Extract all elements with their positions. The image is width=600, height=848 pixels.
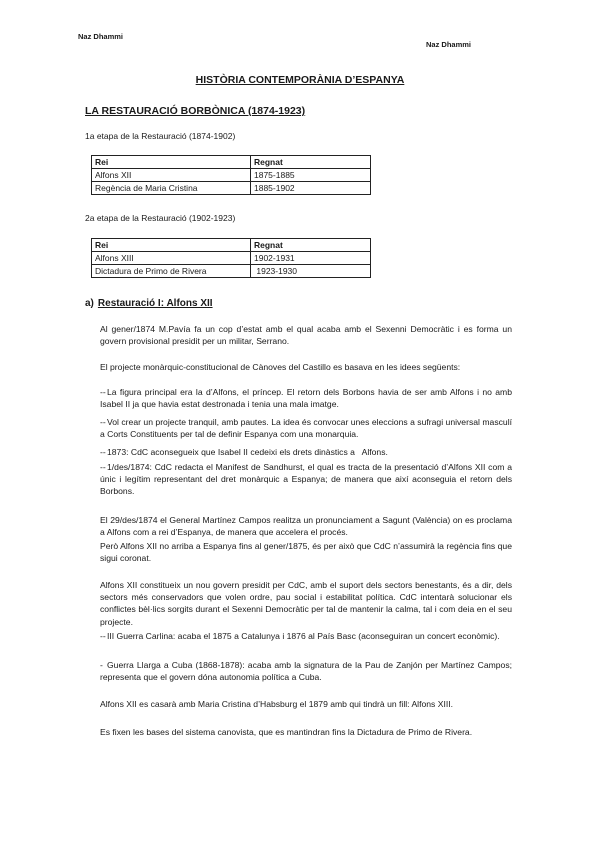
paragraph-govern: Alfons XII constitueix un nou govern presidit per CdC, amb el suport dels sectors benestants, és a dir, dels sectors més conservadors que volen ordre, pau social i estabilitat política. CdC intentarà solucionar els conflictes bèl·lics sorgits durant el Sexenni Democràtic per tal de mantenir la calma, tal i com deia en el seu projecte. [100, 580, 512, 627]
table-cell: Alfons XIII [92, 252, 251, 265]
paragraph-project: El projecte monàrquic-constitucional de Cànoves del Castillo es basava en les idees següents: [100, 362, 461, 372]
table-cell: 1923-1930 [251, 265, 371, 278]
list-item [100, 446, 512, 458]
list-item-text: La figura principal era la d’Alfons, el príncep. El retorn dels Borbons havia de ser amb Alfons i no amb Isabel II ja que havia estat destronada i tenia una mala imatge. [100, 387, 512, 410]
list-item [100, 386, 512, 410]
stage1-table [91, 155, 371, 195]
stage2-table [91, 238, 371, 278]
stage2-label: 2a etapa de la Restauració (1902-1923) [85, 213, 236, 223]
table-row [92, 265, 371, 278]
table-cell: 1875-1885 [251, 169, 371, 182]
paragraph-pronunciament: El 29/des/1874 el General Martínez Campos realitza un pronunciament a Sagunt (València) on es proclama a Alfons com a rei d’Espanya, de manera que accelera el procés. [100, 515, 512, 538]
table-header-row [92, 156, 371, 169]
paragraph-regencia: Però Alfons XII no arriba a Espanya fins al gener/1875, és per això que CdC n’assumirà la regència fins que sigui coronat. [100, 541, 512, 564]
list-item [100, 630, 512, 642]
list-item [100, 416, 512, 440]
table-cell: Dictadura de Primo de Rivera [92, 265, 251, 278]
section-a-label: Restauració I: Alfons XII [97, 298, 213, 309]
list-marker: -- [100, 447, 106, 457]
paragraph-coup: Al gener/1874 M.Pavía fa un cop d’estat amb el qual acaba amb el Sexenni Democràtic i es forma un govern provisional presidit per un militar, Serrano. [100, 324, 512, 347]
list-marker: - [100, 660, 103, 670]
section-a-marker: a) [85, 298, 94, 309]
table-row [92, 169, 371, 182]
paragraph-sistema: Es fixen les bases del sistema canovista, que es mantindran fins la Dictadura de Primo de Rivera. [100, 727, 473, 737]
list-marker: -- [100, 417, 106, 427]
table-header-cell: Regnat [251, 156, 371, 169]
table-row [92, 252, 371, 265]
section-a-heading [85, 298, 213, 309]
table-header-cell: Rei [92, 239, 251, 252]
table-cell: Alfons XII [92, 169, 251, 182]
table-header-cell: Regnat [251, 239, 371, 252]
list-item-text: III Guerra Carlina: acaba el 1875 a Catalunya i 1876 al País Basc (aconseguiran un concert econòmic). [107, 631, 500, 641]
list-item-text: Vol crear un projecte tranquil, amb pautes. La idea és convocar unes eleccions a sufragi universal masculí a Corts Constituents per tal de definir Espanya com una monarquia. [100, 417, 512, 440]
table-header-cell: Rei [92, 156, 251, 169]
list-item-text: Guerra Llarga a Cuba (1868-1878): acaba amb la signatura de la Pau de Zanjón per Martínez Campos; representa que el govern dóna autonomia política a Cuba. [100, 660, 512, 683]
table-header-row [92, 239, 371, 252]
header-right-name: Naz Dhammi [426, 40, 472, 49]
list-item [100, 659, 512, 683]
list-item [100, 461, 512, 498]
table-cell: 1902-1931 [251, 252, 371, 265]
stage1-label: 1a etapa de la Restauració (1874-1902) [85, 131, 236, 141]
list-marker: -- [100, 631, 106, 641]
list-marker: -- [100, 387, 106, 397]
header-left-name: Naz Dhammi [78, 32, 124, 41]
table-cell: 1885-1902 [251, 182, 371, 195]
list-item-text: 1873: CdC aconsegueix que Isabel II cedeixi els drets dinàstics a Alfons. [107, 447, 388, 457]
section-subtitle: LA RESTAURACIÓ BORBÒNICA (1874-1923) [85, 105, 306, 117]
table-cell: Regència de Maria Cristina [92, 182, 251, 195]
list-marker: -- [100, 462, 106, 472]
page-title: HISTÒRIA CONTEMPORÀNIA D’ESPANYA [195, 74, 405, 86]
list-item-text: 1/des/1874: CdC redacta el Manifest de Sandhurst, el qual es tracta de la presentació d’Alfons XII com a únic i legítim representant del dret monàrquic a Espanya; de manera que així aconseguia el retorn dels Borbons. [100, 462, 512, 497]
table-row [92, 182, 371, 195]
paragraph-matrimoni: Alfons XII es casarà amb Maria Cristina d’Habsburg el 1879 amb qui tindrà un fill: Alfons XIII. [100, 699, 453, 709]
